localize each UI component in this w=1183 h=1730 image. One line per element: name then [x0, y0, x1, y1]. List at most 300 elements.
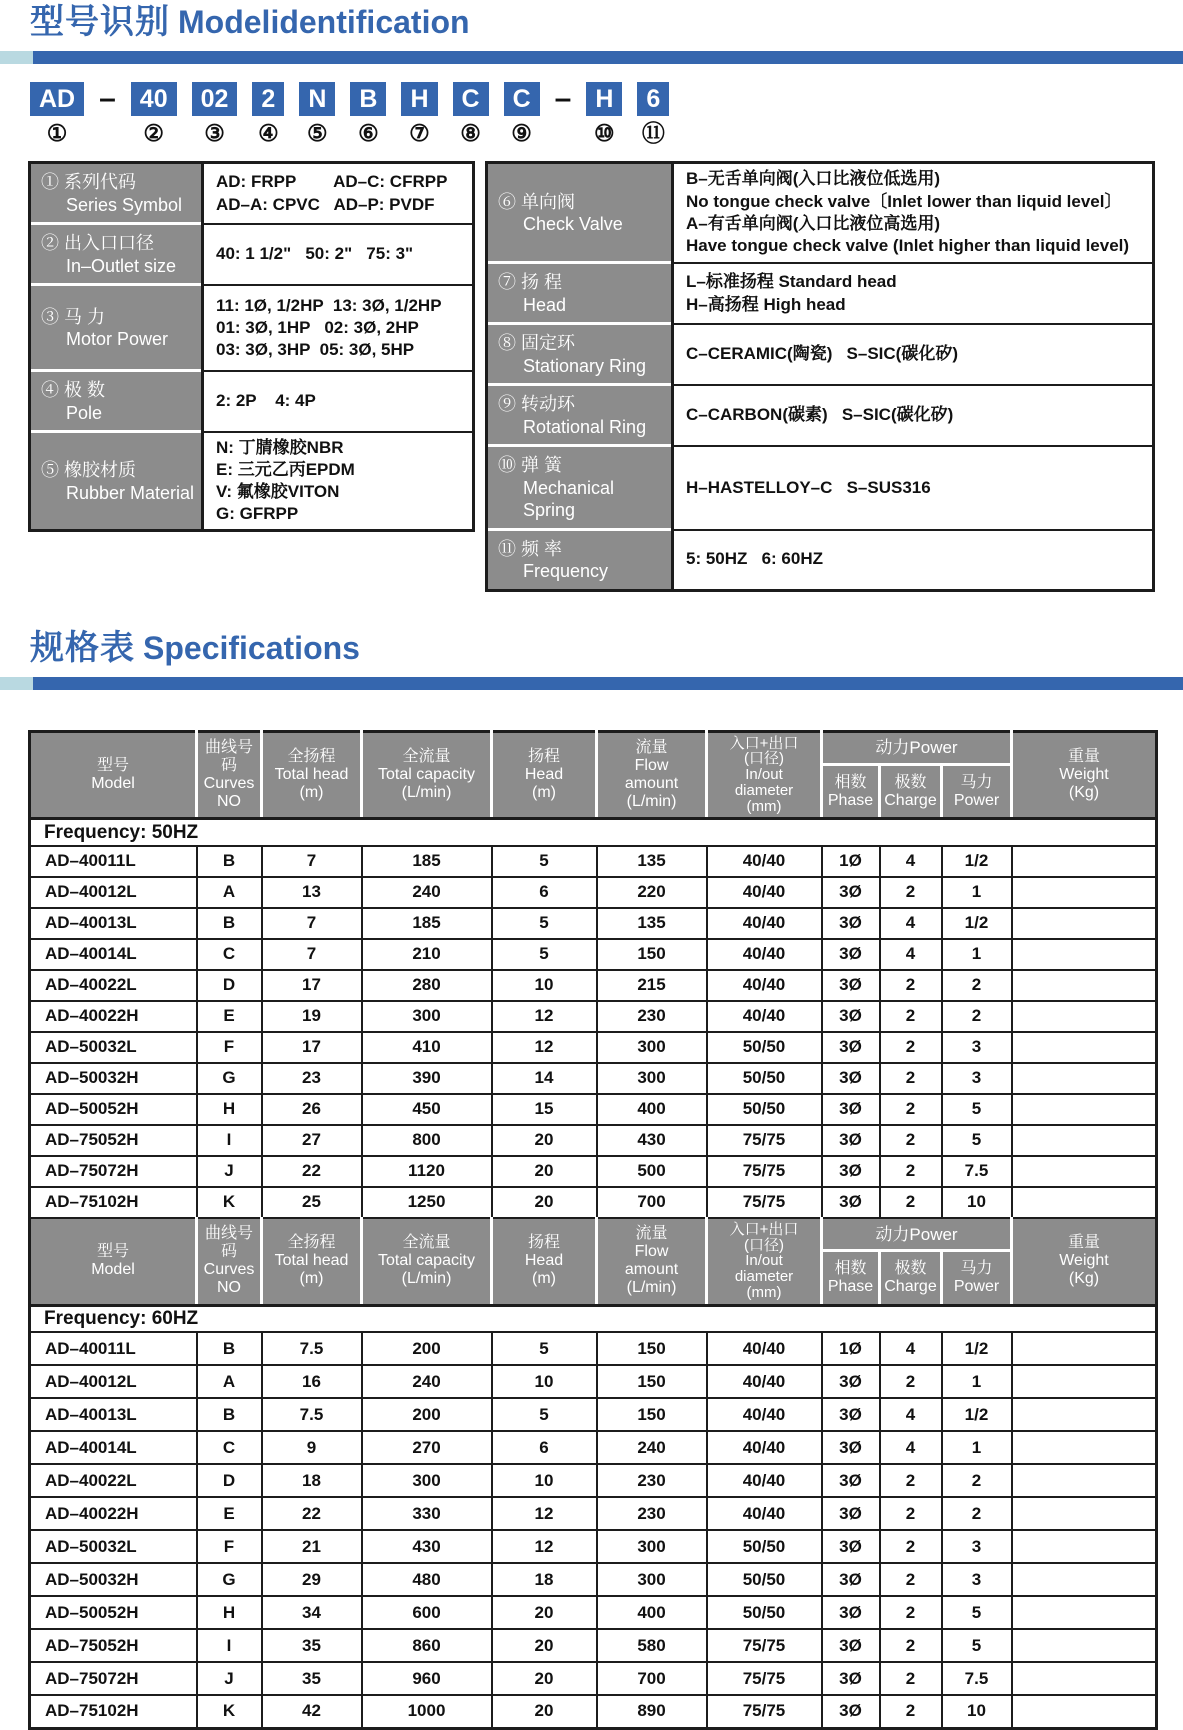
spec-header-line: Total capacity — [378, 765, 475, 783]
spec-cell: 240 — [597, 1431, 707, 1464]
model-identification-title-zh: 型号识别 — [30, 3, 170, 41]
legend-label — [488, 164, 671, 264]
spec-cell-model: AD–40012L — [30, 877, 197, 908]
legend-value-line: 40: 1 1/2" 50: 2" 75: 3" — [216, 244, 414, 264]
spec-cell: H — [197, 1094, 262, 1125]
spec-cell: 2 — [942, 1001, 1012, 1032]
spec-cell: 7.5 — [942, 1156, 1012, 1187]
legend-label-en: Frequency — [523, 561, 609, 581]
spec-cell: 230 — [597, 1497, 707, 1530]
legend-label-zh: ⑧ 固定环 — [498, 333, 576, 353]
divider-light-block — [0, 51, 33, 64]
spec-cell: 3Ø — [822, 908, 880, 939]
spec-header-head — [492, 731, 597, 819]
spec-cell: 600 — [362, 1596, 492, 1629]
spec-cell — [1012, 1063, 1157, 1094]
legend-row — [488, 264, 1152, 325]
spec-cell: J — [197, 1156, 262, 1187]
spec-header-line: Power — [953, 1277, 1000, 1295]
spec-header-line: (m) — [299, 783, 324, 801]
spec-cell: 75/75 — [707, 1695, 822, 1728]
legend-value-line: B–无舌单向阀(入口比液位低选用) — [686, 169, 941, 189]
spec-cell: 6 — [492, 1431, 597, 1464]
legend-row — [488, 447, 1152, 531]
legend-value — [671, 264, 1152, 325]
spec-cell-model: AD–50052H — [30, 1094, 197, 1125]
spec-cell: 50/50 — [707, 1094, 822, 1125]
model-code-segment — [192, 82, 238, 145]
spec-cell — [1012, 1156, 1157, 1187]
spec-cell: 16 — [262, 1365, 362, 1398]
legend-label-zh: ⑥ 单向阀 — [498, 191, 576, 212]
spec-row — [30, 1629, 1157, 1662]
spec-cell: 4 — [880, 1431, 942, 1464]
specifications-title-en: Specifications — [143, 629, 360, 666]
spec-header-line: diameter — [734, 1268, 794, 1285]
spec-cell: 18 — [262, 1464, 362, 1497]
spec-header-power-group — [822, 731, 1012, 765]
spec-cell: 3Ø — [822, 1398, 880, 1431]
model-code-index: ⑩ — [594, 120, 615, 146]
legend-value — [201, 286, 472, 372]
spec-cell: 3Ø — [822, 1365, 880, 1398]
spec-header-total-head — [262, 1218, 362, 1305]
spec-header-line: 全扬程 — [287, 748, 336, 766]
spec-header-line: Charge — [884, 1277, 937, 1295]
spec-cell: 4 — [880, 908, 942, 939]
legend-value-line: 03: 3Ø, 3HP 05: 3Ø, 5HP — [216, 340, 415, 360]
legend-value — [201, 372, 472, 433]
model-code-box: AD — [30, 82, 84, 116]
spec-cell: B — [197, 908, 262, 939]
legend-value-line: AD: FRPP AD–C: CFRPP — [216, 172, 448, 192]
model-code-index: ⑥ — [358, 120, 379, 146]
spec-cell: 150 — [597, 1365, 707, 1398]
spec-cell: 5 — [942, 1596, 1012, 1629]
spec-header-phase — [822, 765, 880, 819]
spec-cell: 12 — [492, 1032, 597, 1063]
spec-cell: 1000 — [362, 1695, 492, 1728]
legend-label-en: Mechanical Spring — [523, 477, 615, 520]
spec-cell: 40/40 — [707, 1001, 822, 1032]
legend-label — [488, 264, 671, 325]
spec-cell: G — [197, 1563, 262, 1596]
legend-label-en: Head — [523, 294, 567, 315]
legend-label — [488, 325, 671, 386]
spec-cell: 3Ø — [822, 970, 880, 1001]
spec-header-power — [942, 765, 1012, 819]
spec-header-line: 型号 — [96, 756, 129, 774]
spec-header-charge — [880, 1251, 942, 1305]
spec-row — [30, 1695, 1157, 1728]
spec-cell: J — [197, 1662, 262, 1695]
legend-label-zh: ⑩ 弹 簧 — [498, 455, 563, 475]
spec-cell: 3Ø — [822, 1695, 880, 1728]
model-identification-title-en: Modelidentification — [178, 4, 470, 40]
legend-value — [201, 164, 472, 225]
spec-cell: 10 — [492, 970, 597, 1001]
spec-header-line: 相数 — [834, 1260, 867, 1278]
spec-row — [30, 1365, 1157, 1398]
spec-cell: 14 — [492, 1063, 597, 1094]
spec-cell: 1/2 — [942, 1332, 1012, 1365]
spec-cell: 3Ø — [822, 1431, 880, 1464]
spec-cell-model: AD–50032L — [30, 1530, 197, 1563]
spec-cell-model: AD–50032H — [30, 1563, 197, 1596]
spec-header-line: (m) — [299, 1270, 324, 1288]
spec-cell: 3Ø — [822, 1187, 880, 1218]
model-code-dash: – — [554, 82, 572, 115]
spec-header-line: Curves — [203, 774, 255, 792]
spec-cell: 2 — [880, 1497, 942, 1530]
spec-cell: 40/40 — [707, 939, 822, 970]
legend-value-line: 01: 3Ø, 1HP 02: 3Ø, 2HP — [216, 317, 419, 337]
spec-cell-model: AD–40022L — [30, 1464, 197, 1497]
spec-header-line: (mm) — [746, 1283, 782, 1301]
spec-cell: 2 — [880, 1530, 942, 1563]
spec-cell: 40/40 — [707, 1464, 822, 1497]
spec-cell: E — [197, 1497, 262, 1530]
spec-cell: 2 — [880, 1001, 942, 1032]
spec-cell: 2 — [880, 1094, 942, 1125]
spec-cell — [1012, 970, 1157, 1001]
legend-row — [31, 433, 472, 529]
spec-cell: A — [197, 1365, 262, 1398]
spec-cell: 20 — [492, 1629, 597, 1662]
model-code-segment — [299, 82, 335, 145]
spec-cell: 2 — [880, 1563, 942, 1596]
legend-value-line: V: 氟橡胶VITON — [216, 482, 340, 502]
legend-value-line: 11: 1Ø, 1/2HP 13: 3Ø, 1/2HP — [216, 295, 442, 315]
spec-header-line: Charge — [884, 791, 937, 809]
spec-cell: 480 — [362, 1563, 492, 1596]
spec-cell: 50/50 — [707, 1530, 822, 1563]
model-code-legend — [28, 161, 1155, 592]
legend-label-zh: ⑨ 转动环 — [498, 394, 576, 414]
spec-cell — [1012, 877, 1157, 908]
spec-cell: 300 — [597, 1032, 707, 1063]
spec-cell: 7 — [262, 939, 362, 970]
model-code-box: C — [504, 82, 540, 116]
spec-header-line: NO — [217, 792, 241, 810]
spec-cell: 3Ø — [822, 1094, 880, 1125]
frequency-label: Frequency: 50HZ — [30, 819, 1157, 846]
model-code-segment — [637, 82, 669, 145]
spec-cell: 3Ø — [822, 1156, 880, 1187]
spec-cell: K — [197, 1695, 262, 1728]
model-code-index: ⑦ — [409, 120, 430, 146]
spec-header-line: (口径) — [744, 750, 784, 768]
spec-row — [30, 1596, 1157, 1629]
spec-cell — [1012, 1695, 1157, 1728]
spec-cell: 220 — [597, 877, 707, 908]
spec-header-line: Power — [953, 791, 1000, 809]
spec-cell: E — [197, 1001, 262, 1032]
spec-cell: 230 — [597, 1001, 707, 1032]
spec-cell: 75/75 — [707, 1187, 822, 1218]
legend-label — [488, 531, 671, 589]
spec-row — [30, 1001, 1157, 1032]
spec-cell: 1Ø — [822, 846, 880, 877]
model-code-segment — [504, 82, 540, 145]
spec-header-head — [492, 1218, 597, 1305]
spec-cell: 34 — [262, 1596, 362, 1629]
spec-row — [30, 908, 1157, 939]
spec-cell: 17 — [262, 1032, 362, 1063]
spec-header-line: 入口+出口 — [729, 734, 799, 752]
spec-row — [30, 1530, 1157, 1563]
spec-cell: 29 — [262, 1563, 362, 1596]
spec-cell-model: AD–75052H — [30, 1125, 197, 1156]
spec-header-line: 入口+出口 — [729, 1220, 799, 1238]
spec-header-row-1 — [30, 731, 1157, 765]
model-code-box: N — [299, 82, 335, 116]
spec-header-line: 马力 — [960, 1260, 993, 1278]
spec-cell: 3 — [942, 1032, 1012, 1063]
spec-cell-model: AD–75072H — [30, 1156, 197, 1187]
spec-header-line: (口径) — [744, 1236, 784, 1254]
spec-cell: 2 — [880, 1187, 942, 1218]
legend-value-line: A–有舌单向阀(入口比液位高选用) — [686, 214, 941, 233]
spec-cell: 3Ø — [822, 1464, 880, 1497]
spec-cell — [1012, 1187, 1157, 1218]
spec-cell — [1012, 1094, 1157, 1125]
spec-cell — [1012, 1398, 1157, 1431]
spec-header-line: (mm) — [746, 797, 782, 815]
spec-cell: 2 — [880, 877, 942, 908]
spec-cell: 700 — [597, 1662, 707, 1695]
spec-cell: 270 — [362, 1431, 492, 1464]
spec-header-flow-amount — [597, 1218, 707, 1305]
section-divider-bar — [0, 51, 1183, 64]
spec-header-line: (Kg) — [1068, 1270, 1100, 1288]
legend-value-line: N: 丁腈橡胶NBR — [216, 438, 344, 457]
spec-header-curves-no — [197, 731, 262, 819]
spec-cell: 5 — [492, 1332, 597, 1365]
spec-cell: 75/75 — [707, 1662, 822, 1695]
model-code-segment — [252, 82, 284, 145]
spec-cell: 7.5 — [942, 1662, 1012, 1695]
spec-cell: 40/40 — [707, 908, 822, 939]
spec-cell: 3Ø — [822, 1662, 880, 1695]
spec-header-line: 扬程 — [527, 1234, 560, 1252]
spec-row — [30, 1464, 1157, 1497]
model-code-index: ⑨ — [511, 120, 532, 146]
divider-blue-bar-2 — [33, 677, 1183, 690]
model-code-index: ④ — [258, 120, 279, 146]
spec-header-line: Phase — [827, 1277, 874, 1295]
spec-cell-model: AD–40013L — [30, 1398, 197, 1431]
spec-cell: 1 — [942, 877, 1012, 908]
spec-cell: 5 — [492, 1398, 597, 1431]
legend-label-zh: ⑦ 扬 程 — [498, 272, 563, 292]
spec-row — [30, 1662, 1157, 1695]
spec-cell: 20 — [492, 1156, 597, 1187]
spec-cell: 500 — [597, 1156, 707, 1187]
spec-cell: 960 — [362, 1662, 492, 1695]
spec-header-line: 曲线号码 — [204, 1225, 253, 1261]
spec-cell — [1012, 1032, 1157, 1063]
spec-header-line: Flow — [634, 1243, 669, 1261]
spec-cell: 215 — [597, 970, 707, 1001]
spec-cell: 300 — [362, 1001, 492, 1032]
legend-value-line: G: GFRPP — [216, 504, 299, 524]
frequency-label: Frequency: 60HZ — [30, 1305, 1157, 1332]
spec-cell: 430 — [362, 1530, 492, 1563]
spec-cell: 430 — [597, 1125, 707, 1156]
spec-header-line: (L/min) — [401, 783, 452, 801]
spec-cell: 400 — [597, 1596, 707, 1629]
legend-label — [488, 447, 671, 531]
model-code-segment — [401, 82, 437, 145]
legend-value-line: AD–A: CPVC AD–P: PVDF — [216, 194, 435, 214]
spec-cell: 13 — [262, 877, 362, 908]
legend-row — [31, 286, 472, 372]
spec-header-line: 型号 — [96, 1243, 129, 1261]
spec-cell: 200 — [362, 1332, 492, 1365]
spec-cell: 135 — [597, 908, 707, 939]
model-code-box: H — [586, 82, 622, 116]
spec-cell: 5 — [492, 939, 597, 970]
spec-cell: 3Ø — [822, 1530, 880, 1563]
spec-cell: 890 — [597, 1695, 707, 1728]
legend-value — [671, 164, 1152, 264]
legend-label-en: Pole — [66, 402, 103, 423]
spec-cell-model: AD–40011L — [30, 1332, 197, 1365]
spec-cell — [1012, 1332, 1157, 1365]
spec-cell — [1012, 1596, 1157, 1629]
legend-value-line: C–CERAMIC(陶瓷) S–SIC(碳化矽) — [686, 344, 959, 364]
spec-cell: 5 — [492, 908, 597, 939]
legend-label — [31, 286, 201, 372]
spec-header-line: 流量 — [635, 739, 668, 757]
legend-value-line: H–HASTELLOY–C S–SUS316 — [686, 477, 931, 497]
spec-cell: 20 — [492, 1125, 597, 1156]
spec-cell: 860 — [362, 1629, 492, 1662]
spec-cell: 2 — [942, 1464, 1012, 1497]
spec-row — [30, 1398, 1157, 1431]
spec-header-line: (L/min) — [401, 1270, 452, 1288]
spec-header-line: (L/min) — [626, 792, 677, 810]
spec-cell: 150 — [597, 939, 707, 970]
legend-label-zh: ⑪ 频 率 — [498, 538, 563, 559]
spec-header-line: Total head — [274, 1252, 349, 1270]
spec-header-line: Curves — [203, 1261, 255, 1279]
spec-cell: 185 — [362, 846, 492, 877]
spec-cell: 40/40 — [707, 1497, 822, 1530]
spec-cell: 20 — [492, 1662, 597, 1695]
spec-header-line: Head — [524, 1252, 564, 1270]
spec-cell — [1012, 1662, 1157, 1695]
spec-cell: 300 — [597, 1530, 707, 1563]
spec-cell: 3Ø — [822, 1497, 880, 1530]
spec-cell: 23 — [262, 1063, 362, 1094]
spec-row — [30, 1032, 1157, 1063]
spec-cell — [1012, 1365, 1157, 1398]
spec-cell: 280 — [362, 970, 492, 1001]
legend-row — [488, 325, 1152, 386]
legend-value-line: No tongue check valve〔Inlet lower than liquid level〕 — [686, 191, 1122, 211]
spec-cell: 1/2 — [942, 846, 1012, 877]
spec-cell: 300 — [597, 1563, 707, 1596]
spec-row — [30, 1332, 1157, 1365]
spec-cell: 22 — [262, 1156, 362, 1187]
spec-header-line: 流量 — [635, 1225, 668, 1243]
spec-cell: 7.5 — [262, 1332, 362, 1365]
spec-header-line: (m) — [532, 783, 556, 801]
spec-cell: 75/75 — [707, 1125, 822, 1156]
spec-header-charge — [880, 765, 942, 819]
spec-cell: K — [197, 1187, 262, 1218]
legend-table-left — [28, 161, 475, 532]
spec-row — [30, 1497, 1157, 1530]
spec-cell: C — [197, 939, 262, 970]
spec-header-line: diameter — [734, 781, 794, 799]
spec-header-line: Model — [91, 774, 135, 792]
spec-cell: 2 — [942, 970, 1012, 1001]
legend-label — [31, 433, 201, 529]
spec-row — [30, 1563, 1157, 1596]
spec-header-line: In/out — [745, 766, 783, 783]
spec-cell: 200 — [362, 1398, 492, 1431]
spec-cell: 450 — [362, 1094, 492, 1125]
spec-cell: 1 — [942, 1431, 1012, 1464]
spec-cell: 230 — [597, 1464, 707, 1497]
model-code-box: H — [401, 82, 437, 116]
spec-cell: 1120 — [362, 1156, 492, 1187]
spec-header-total-capacity — [362, 731, 492, 819]
spec-header-line: In/out — [745, 1252, 783, 1270]
specifications-title-zh: 规格表 — [30, 628, 135, 667]
legend-value — [671, 531, 1152, 589]
spec-cell: 35 — [262, 1629, 362, 1662]
spec-cell: 26 — [262, 1094, 362, 1125]
spec-cell: 135 — [597, 846, 707, 877]
spec-cell-model: AD–75102H — [30, 1695, 197, 1728]
spec-cell: 210 — [362, 939, 492, 970]
spec-cell: 19 — [262, 1001, 362, 1032]
spec-cell: F — [197, 1032, 262, 1063]
legend-value — [671, 386, 1152, 447]
legend-value — [201, 433, 472, 529]
spec-cell: 2 — [880, 1695, 942, 1728]
legend-label-en: Stationary Ring — [523, 355, 647, 376]
specifications-title — [30, 626, 1183, 677]
spec-cell: 42 — [262, 1695, 362, 1728]
model-code-index: ② — [143, 120, 165, 146]
legend-row — [488, 164, 1152, 264]
spec-cell: 10 — [492, 1365, 597, 1398]
spec-cell: 3 — [942, 1063, 1012, 1094]
spec-header-line: 极数 — [894, 773, 927, 791]
legend-row — [31, 164, 472, 225]
spec-header-in-out-diameter — [707, 1218, 822, 1305]
spec-header-line: NO — [217, 1279, 241, 1297]
legend-value — [671, 447, 1152, 531]
legend-label-en: Series Symbol — [66, 194, 183, 215]
spec-cell: 4 — [880, 939, 942, 970]
spec-cell: 3Ø — [822, 1032, 880, 1063]
spec-header-line: 重量 — [1067, 748, 1100, 766]
spec-cell — [1012, 908, 1157, 939]
legend-value-line: C–CARBON(碳素) S–SIC(碳化矽) — [686, 405, 954, 425]
spec-header-line: 动力Power — [875, 1224, 958, 1244]
spec-cell — [1012, 1125, 1157, 1156]
spec-row — [30, 1125, 1157, 1156]
spec-cell-model: AD–40022L — [30, 970, 197, 1001]
spec-header-line: 动力Power — [875, 738, 958, 758]
spec-cell: 10 — [942, 1695, 1012, 1728]
